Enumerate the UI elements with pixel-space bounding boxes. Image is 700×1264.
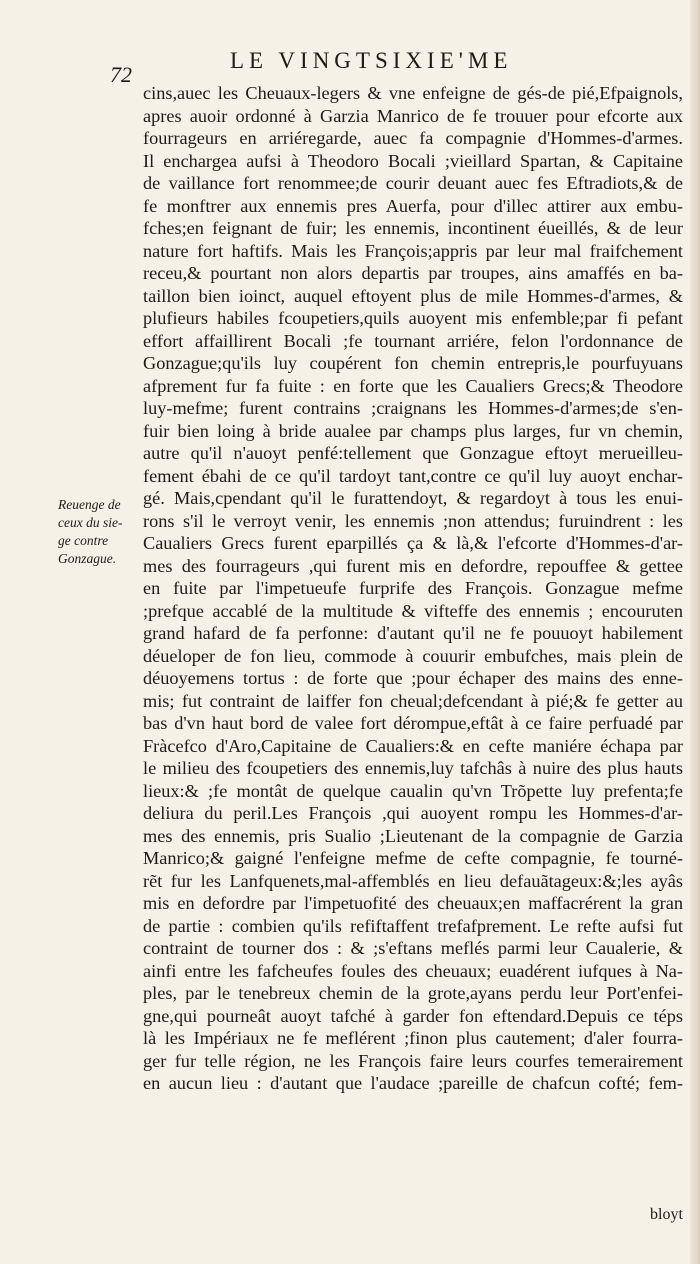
text-line: déueloper de fon lieu, commode à couurir embufches, mais plein de <box>143 645 683 666</box>
text-line: contraint de tourner dos : & ;s'eftans meflés parmi leur Caualerie, & <box>143 938 683 958</box>
margin-note-line: Gonzague. <box>58 551 117 566</box>
text-line: cins,auec les Cheuaux-legers & vne enfeigne de gés-de pié,Efpaignols, <box>143 83 683 103</box>
text-line: bas d'vn haut bord de valee fort dérompue,eftât à ce faire perfuadé par <box>143 713 683 733</box>
text-line: le milieu des fcoupetiers des ennemis,luy tafchâs à nuire des plus hauts <box>143 758 683 778</box>
text-line: de partie : combien qu'ils refiftaffent trefafprement. Le refte aufsi fut <box>143 915 683 936</box>
margin-note <box>58 496 142 568</box>
text-line: afprement fur fa fuite : en forte que les Caualiers Grecs;& Theodore <box>143 375 683 396</box>
text-line: Manrico;& gaigné l'enfeigne mefme de cefte compagnie, fe tourné- <box>143 848 683 868</box>
text-line: fourrageurs en arriéregarde, auec fa compagnie d'Hommes-d'armes. <box>143 128 683 148</box>
text-line: fe monftrer aux ennemis pres Auerfa, pour d'illec attirer aux embu- <box>143 195 683 216</box>
text-line: receu,& pourtant non alors departis par troupes, ains amaffés en ba- <box>143 263 683 283</box>
text-line: nature fort haftifs. Mais les François;appris par leur mal fraifchement <box>143 240 683 261</box>
margin-note-line: Reuenge de <box>58 497 121 512</box>
text-line: en fuite par l'impetueufe furprife des François. Gonzague mefme <box>143 578 683 598</box>
text-line: grand hafard de fa perfonne: d'autant qu'il ne fe pouuoyt habilement <box>143 623 683 643</box>
text-line: rẽt fur les Lanfquenets,mal-affemblés en lieu defauãtageux:&;les ayâs <box>143 870 683 891</box>
text-line: ;prefque accablé de la multitude & vifteffe des ennemis ; encouruten <box>143 600 683 621</box>
margin-note-line: ceux du sie- <box>58 515 123 530</box>
margin-note-line: ge contre <box>58 533 109 548</box>
text-line: apres auoir ordonné à Garzia Manrico de fe trouuer pour efcorte aux <box>143 105 683 126</box>
text-line: deliura du peril.Les François ,qui auoyent rompu les Hommes-d'ar- <box>143 803 683 823</box>
page-number: 72 <box>110 62 132 87</box>
text-line: mis; fut contraint de laiffer fon cheual;defcendant à pié;& fe getter au <box>143 690 683 711</box>
text-line: fement ébahi de ce qu'il tardoyt tant,contre ce qu'il luy auoyt enchar- <box>143 465 683 486</box>
text-line: Gonzague;qu'ils luy coupérent fon chemin entrepris,le pourfuyuans <box>143 353 683 373</box>
text-line: en aucun lieu : d'autant que l'audace ;pareille de chafcun cofté; fem- <box>143 1073 683 1093</box>
text-line: luy-mefme; furent contrains ;craignans les Hommes-d'armes;de s'en- <box>143 398 683 418</box>
text-line: fches;en feignant de fuir; les ennemis, incontinent éueillés, & de leur <box>143 218 683 238</box>
text-line: Fràcefco d'Aro,Capitaine de Caualiers:& en cefte maniére échapa par <box>143 735 683 756</box>
text-line: gne,qui pourneât auoyt tafché à garder fon eftendard.Depuis ce téps <box>143 1005 683 1026</box>
text-line: fuir bien loing à bride aualee par champs plus larges, fur vn chemin, <box>143 420 683 441</box>
text-line: ger fur telle région, ne les François faire leurs courfes temerairement <box>143 1050 683 1071</box>
page-edge <box>690 0 700 1264</box>
body-text <box>143 82 683 1095</box>
running-head: LE VINGTSIXIE'ME <box>230 48 513 73</box>
text-line: là les Impériaux ne fe meflérent ;finon plus cautement; d'aler fourra- <box>143 1028 683 1048</box>
text-line: taillon bien ioinct, auquel eftoyent plus de mile Hommes-d'armes, & <box>143 285 683 306</box>
text-line: rons s'il le verroyt venir, les ennemis ;non attendus; furuindrent : les <box>143 510 683 531</box>
text-line: Caualiers Grecs furent eparpillés ça & là,& l'efcorte d'Hommes-d'ar- <box>143 533 683 553</box>
text-line: mes des ennemis, pris Sualio ;Lieutenant de la compagnie de Garzia <box>143 825 683 846</box>
text-line: déuoyemens tortus : de forte que ;pour échaper des mains des enne- <box>143 668 683 688</box>
text-line: mis en defordre par l'impetuofité des cheuaux;en maffacrérent la gran <box>143 893 683 913</box>
text-line: de vaillance fort renommee;de courir deuant auec fes Eftradiots,& de <box>143 173 683 193</box>
text-line: gé. Mais,cpendant qu'il le furattendoyt, & regardoyt à tous les enui- <box>143 488 683 508</box>
text-line: mes des fourrageurs ,qui furent mis en defordre, repouffee & gettee <box>143 555 683 576</box>
text-line: autre qu'il n'auoyt penfé:tellement que Gonzague eftoyt merueilleu- <box>143 443 683 463</box>
text-line: lieux:& ;fe montât de quelque caualin qu'vn Trõpette luy prefenta;fe <box>143 780 683 801</box>
text-line: effort affaillirent Bocali ;fe tournant arriére, felon l'ordonnance de <box>143 330 683 351</box>
text-line: ples, par le tenebreux chemin de la grote,ayans perdu leur Port'enfei- <box>143 983 683 1003</box>
text-line: ainfi entre les fafcheufes foules des cheuaux; euadérent iufques à Na- <box>143 960 683 981</box>
text-line: plufieurs habiles fcoupetiers,quils auoyent mis enfemble;par fi pefant <box>143 308 683 328</box>
text-line: Il enchargea aufsi à Theodoro Bocali ;vieillard Spartan, & Capitaine <box>143 150 683 171</box>
catchword: bloyt <box>650 1206 683 1223</box>
